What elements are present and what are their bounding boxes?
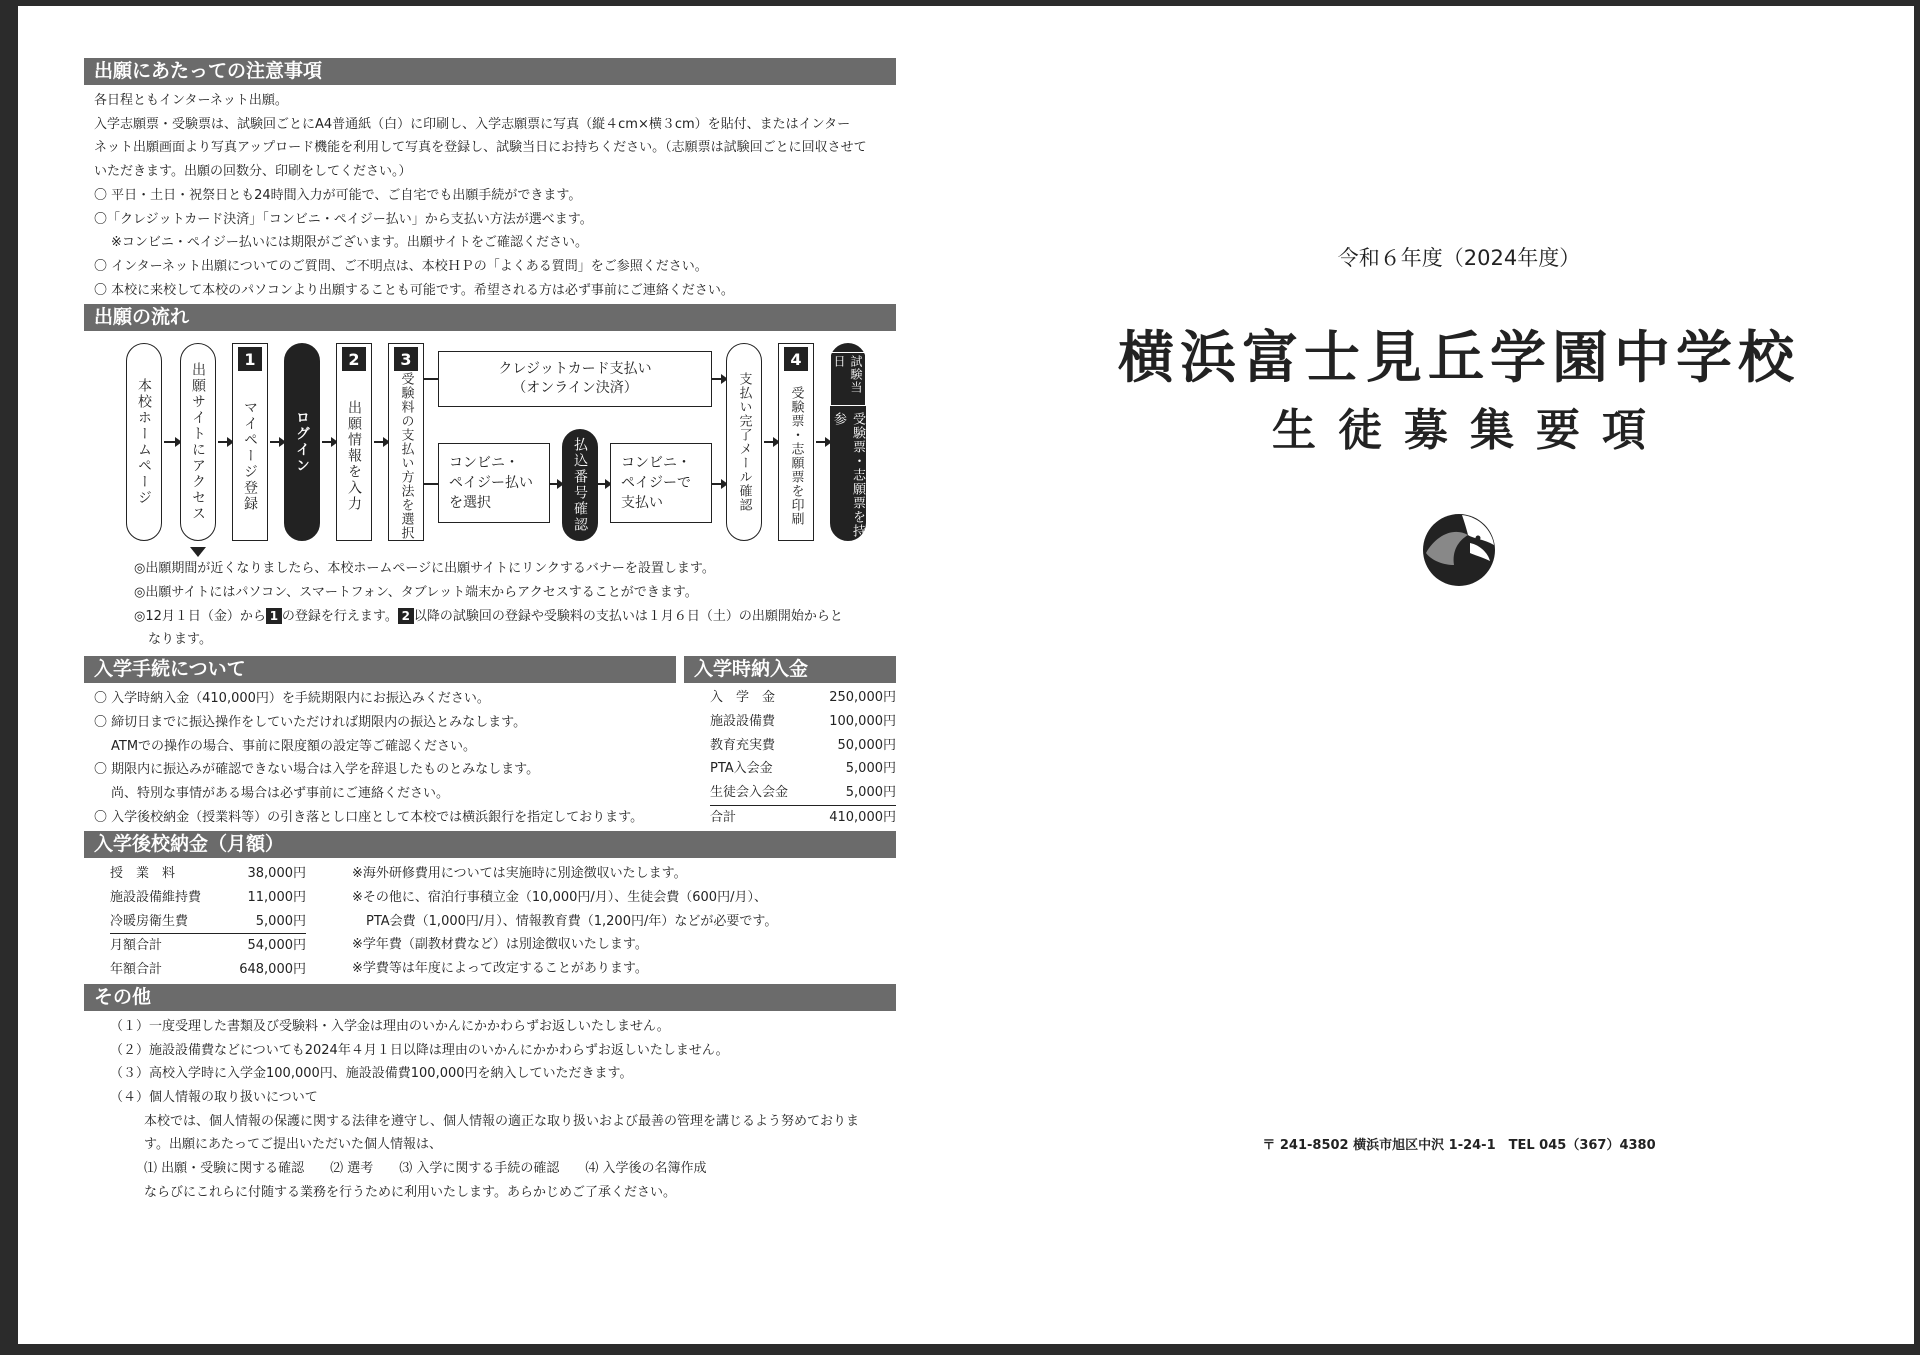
step-mypage-register: マイページ登録 [232, 343, 268, 541]
notice-line: いただきます。出願の回数分、印刷をしてください。） [94, 164, 412, 180]
flow-arrow [712, 483, 726, 485]
flow-notes [84, 557, 896, 652]
fee-label: 合計 [710, 809, 737, 825]
brochure-sheet [18, 6, 1914, 1344]
monthly-row [110, 910, 306, 935]
credit-card-sublabel: （オンライン決済） [512, 380, 638, 397]
flow-arrow [764, 441, 778, 443]
notice-body [84, 85, 896, 302]
payment-number-check: 払込番号確認 [562, 429, 598, 541]
conv-pay-line: 支払い [621, 495, 663, 512]
monthly-label: 月額合計 [110, 938, 163, 954]
monthly-fee-table [110, 862, 306, 982]
step-select-payment: 受験料の支払い方法を選択 [388, 343, 424, 541]
procedure-line: 〇 締切日までに振込操作をしていただければ期限内の振込とみなします。 [94, 714, 527, 730]
other-line: （２）施設設備費などについても2024年４月１日以降は理由のいかんにかかわらずお返しいたしません。 [110, 1042, 729, 1058]
fee-value: 5,000円 [845, 761, 896, 777]
procedure-fee-row [84, 656, 896, 829]
flow-arrow [712, 378, 726, 380]
monthly-note: ※学費等は年度によって改定することがあります。 [352, 961, 648, 977]
monthly-note: ※海外研修費用については実施時に別途徴収いたします。 [352, 866, 687, 882]
monthly-value: 648,000円 [239, 962, 306, 978]
flow-note-part: 以降の試験回の登録や受験料の支払いは１月６日（土）の出願開始からと [413, 608, 843, 624]
other-line: ⑴ 出願・受験に関する確認 ⑵ 選考 ⑶ 入学に関する手続の確認 ⑷ 入学後の名簿作成 [144, 1161, 707, 1177]
step-enter-info: 出願情報を入力 [336, 343, 372, 541]
procedure-line: 〇 入学後校納金（授業料等）の引き落とし口座として本校では横浜銀行を指定しております。 [94, 809, 644, 825]
notice-line: ネット出願画面より写真アップロード機能を利用して写真を登録し、試験当日にお持ちください。（志願票は試験回ごとに回収させて [94, 140, 867, 156]
step-number-badge: 1 [238, 347, 262, 371]
school-logo-icon [1422, 513, 1496, 591]
flow-arrow [816, 441, 830, 443]
flow-note: ◎出願サイトにはパソコン、スマートフォン、タブレット端末からアクセスすることができます。 [134, 585, 698, 601]
step-payment-mail: 支払い完了メール確認 [726, 343, 762, 541]
exam-day-label: 受験票・志願票を持参 [831, 412, 865, 538]
step-number-badge: 3 [394, 347, 418, 371]
step-homepage: 本校ホームページ [126, 343, 162, 541]
credit-card-label: クレジットカード支払い [498, 361, 652, 378]
cover-year: 令和６年度（2024年度） [1337, 246, 1581, 270]
monthly-total-row [110, 934, 306, 958]
flow-note: なります。 [148, 632, 212, 648]
monthly-value: 54,000円 [247, 938, 306, 954]
monthly-value: 38,000円 [247, 866, 306, 882]
procedure-section [84, 656, 676, 829]
fee-label: 施設設備費 [710, 713, 776, 729]
notice-line: 〇 平日・土日・祝祭日とも24時間入力が可能で、ご自宅でも出願手続ができます。 [94, 187, 582, 203]
other-line: （３）高校入学時に入学金100,000円、施設設備費100,000円を納入していただきます。 [110, 1066, 633, 1082]
exam-day-tag: 試験当日 [830, 352, 866, 406]
fee-value: 410,000円 [829, 809, 896, 825]
notice-heading: 出願にあたっての注意事項 [84, 58, 896, 85]
monthly-row [110, 862, 306, 886]
cover-page [1004, 6, 1914, 1344]
fee-label: PTA入会金 [710, 761, 773, 777]
fee-row [710, 686, 896, 710]
procedure-line: 尚、特別な事情がある場合は必ず事前にご連絡ください。 [111, 785, 450, 801]
fee-value: 50,000円 [837, 737, 896, 753]
conv-select-line: コンビニ・ [449, 455, 519, 472]
other-line: （１）一度受理した書類及び受験料・入学金は理由のいかんにかかわらずお返しいたしません。 [110, 1018, 670, 1034]
conv-pay-line: ペイジーで [621, 475, 691, 492]
other-line: （４）個人情報の取り扱いについて [110, 1089, 318, 1105]
monthly-heading: 入学後校納金（月額） [84, 831, 896, 858]
procedure-line: 〇 入学時納入金（410,000円）を手続期限内にお振込みください。 [94, 691, 490, 707]
conv-select-line: を選択 [449, 495, 491, 512]
fee-row [710, 781, 896, 806]
flow-heading: 出願の流れ [84, 304, 896, 331]
monthly-note: ※学年費（副教材費など）は別途徴収いたします。 [352, 937, 648, 953]
step-number-badge: 2 [342, 347, 366, 371]
procedure-body [84, 683, 676, 829]
conv-pay-box [610, 443, 712, 523]
notice-line: 〇 本校に来校して本校のパソコンより出願することも可能です。希望される方は必ず事前にご連絡ください。 [94, 282, 734, 298]
fee-value: 5,000円 [845, 784, 896, 800]
procedure-line: ATMでの操作の場合、事前に限度額の設定等ご確認ください。 [111, 738, 477, 754]
flow-arrow [218, 441, 232, 443]
monthly-note: PTA会費（1,000円/月）、情報教育費（1,200円/年）などが必要です。 [366, 913, 778, 929]
monthly-note: ※その他に、宿泊行事積立金（10,000円/月）、生徒会費（600円/月）、 [352, 890, 767, 906]
left-page [84, 58, 896, 1205]
flow-note: ◎出願期間が近くなりましたら、本校ホームページに出願サイトにリンクするバナーを設置します。 [134, 561, 715, 577]
step-number-badge: 2 [398, 608, 414, 624]
flow-note [134, 605, 896, 629]
fee-label: 入 学 金 [710, 690, 776, 706]
fee-row [710, 734, 896, 758]
down-triangle-icon [190, 547, 206, 557]
monthly-notes [306, 862, 777, 982]
flow-arrow [270, 441, 284, 443]
other-line: す。出願にあたってご提出いただいた個人情報は、 [144, 1137, 442, 1153]
fee-row [710, 710, 896, 734]
other-line: ならびにこれらに付随する業務を行うために利用いたします。あらかじめご了承ください。 [144, 1184, 676, 1200]
flow-arrow [550, 483, 562, 485]
monthly-label: 授 業 料 [110, 866, 176, 882]
branch-line [424, 483, 438, 485]
notice-line: ※コンビニ・ペイジー払いには期限がございます。出願サイトをご確認ください。 [111, 235, 588, 251]
step-number-badge: 4 [784, 347, 808, 371]
entrance-fee-heading: 入学時納入金 [684, 656, 896, 683]
flow-note-part: の登録を行えます。 [281, 608, 398, 624]
procedure-line: 〇 期限内に振込みが確認できない場合は入学を辞退したものとみなします。 [94, 762, 540, 778]
monthly-section [84, 858, 896, 982]
step-exam-day [830, 343, 866, 541]
fee-total-row [710, 806, 896, 830]
step-login: ログイン [284, 343, 320, 541]
step-print-ticket: 受験票・志願票を印刷 [778, 343, 814, 541]
fee-row [710, 757, 896, 781]
notice-line: 〇「クレジットカード決済」「コンビニ・ペイジー払い」から支払い方法が選べます。 [94, 211, 593, 227]
step-number-badge: 1 [266, 608, 282, 624]
other-body [84, 1011, 896, 1205]
cover-subtitle: 生徒募集要項 [1272, 405, 1668, 456]
monthly-value: 5,000円 [255, 913, 306, 929]
monthly-label: 施設設備維持費 [110, 890, 202, 906]
other-line: 本校では、個人情報の保護に関する法律を遵守し、個人情報の適正な取り扱いおよび最善の管理を講じるよう努めておりま [144, 1113, 860, 1129]
flow-diagram [84, 333, 896, 557]
monthly-row [110, 886, 306, 910]
fee-label: 生徒会入会金 [710, 784, 789, 800]
branch-line [424, 378, 438, 380]
cover-address: 〒 241-8502 横浜市旭区中沢 1-24-1 TEL 045（367）4380 [1262, 1138, 1656, 1153]
yearly-total-row [110, 958, 306, 982]
procedure-heading: 入学手続について [84, 656, 676, 683]
other-heading: その他 [84, 984, 896, 1011]
entrance-fee-section [684, 656, 896, 829]
cover-school-name: 横浜富士見丘学園中学校 [1118, 326, 1800, 391]
monthly-label: 年額合計 [110, 962, 163, 978]
flow-arrow [322, 441, 336, 443]
conv-select-box [438, 443, 550, 523]
flow-arrow [164, 441, 180, 443]
monthly-value: 11,000円 [247, 890, 306, 906]
monthly-label: 冷暖房衛生費 [110, 913, 189, 929]
credit-card-box [438, 351, 712, 407]
notice-line: 各日程ともインターネット出願。 [94, 93, 288, 108]
conv-select-line: ペイジー払い [449, 475, 533, 492]
flow-arrow [598, 483, 610, 485]
fee-value: 250,000円 [829, 690, 896, 706]
flow-arrow [374, 441, 388, 443]
notice-line: 入学志願票・受験票は、試験回ごとにA4普通紙（白）に印刷し、入学志願票に写真（縦４cm×横３cm）を貼付、またはインター [94, 116, 851, 132]
step-access-site: 出願サイトにアクセス [180, 343, 216, 541]
notice-line: 〇 インターネット出願についてのご質問、ご不明点は、本校ＨＰの「よくある質問」をご参照ください。 [94, 258, 708, 274]
flow-note-part: ◎12月１日（金）から [134, 608, 266, 624]
conv-pay-line: コンビニ・ [621, 455, 691, 472]
entrance-fee-table [684, 683, 896, 829]
fee-value: 100,000円 [829, 713, 896, 729]
fee-label: 教育充実費 [710, 737, 776, 753]
